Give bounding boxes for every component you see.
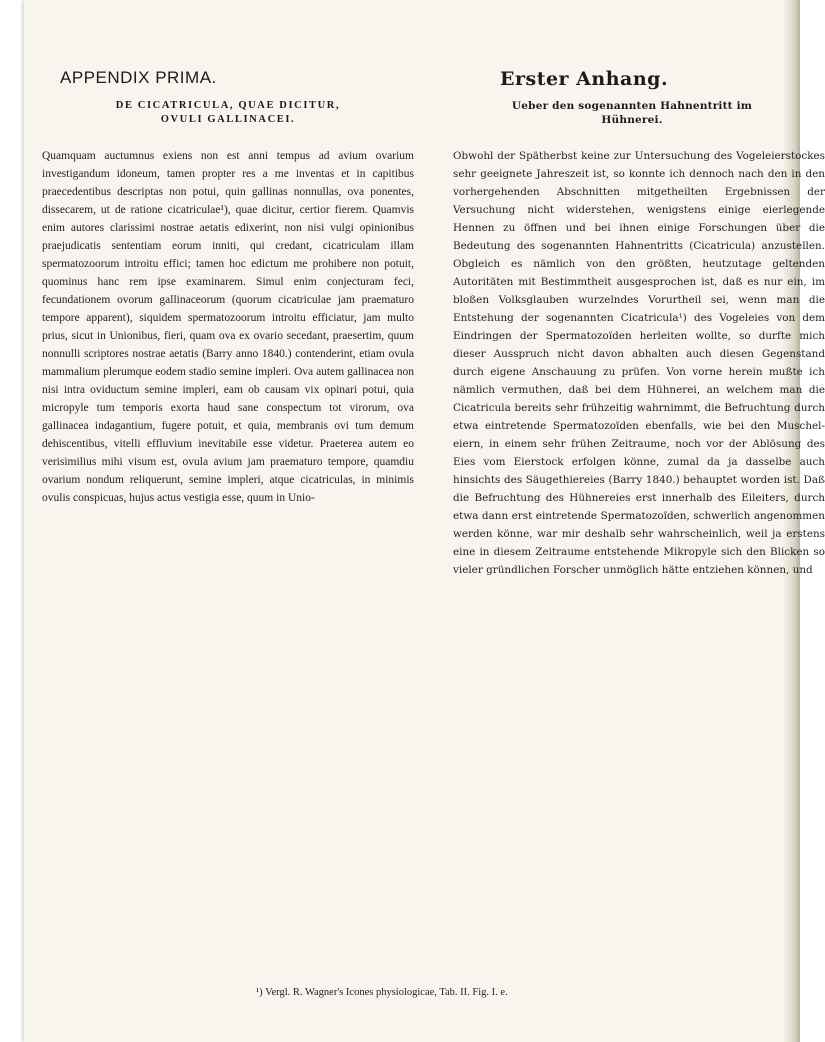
running-header-german: Erster Anhang. (500, 68, 669, 90)
running-header-latin: APPENDIX PRIMA. (60, 68, 217, 87)
latin-title-line-2: OVULI GALLINACEI. (160, 114, 296, 125)
footnote: ¹) Vergl. R. Wagner's Icones physiologicae, Tab. II. Fig. I. e. (256, 987, 508, 998)
german-title-line-1: Ueber den sogenannten Hahnentritt im (511, 100, 753, 112)
german-title-block (446, 99, 818, 127)
latin-title-line-1: DE CICATRICULA, QUAE DICITUR, (115, 100, 341, 111)
latin-body-text: Quamquam auctumnus exiens non est anni tempus ad avium ovarium investigandum idoneum, tamen propter res a me inventas et in capitibus praecedentibus descriptas non potui, quin gallinas nonnullas, ova ponentes, dissecarem, ut de ratione cicatriculae¹), quae dicitur, certior fierem. Quamvis enim autores clarissimi nostrae aetatis edixerint, non nisi vulgi opinionibus praejudicatis sententiam eorum inniti, qui credant, cicatriculam illam spermatozoorum introitu effici; tamen hoc edictum me prohibere non potuit, quominus hanc rem ipse examinarem. Simul enim conjecturam feci, fecundationem ovorum gallinaceorum (quorum cicatriculae jam praematuro tempore apparent), siquidem spermatozoorum introitu efficiatur, jam multo prius, sicut in Unionibus, fieri, quam ova ex ovario secedant, praesertim, quum nonnulli scriptores nostrae aetatis (Barry anno 1840.) contenderint, etiam ovula mammalium plerumque eodem stadio semine impleri. Ova autem gallinacea non nisi intra oviductum semine impleri, eam ob causam vix opinari potui, quia micropyle tum temporis exorta haud sane conspectum tot virorum, ova gallinacea indagantium, fugere potuit, et quia, membranis ovi tum demum dehiscentibus, vitelli effluvium inevitabile esse videtur. Praeterea autem eo verisimilius mihi visum est, ovula avium jam praematuro tempore, quamdiu ovarium nondum reliquerunt, semine impleri, atque cicatriculas, in minimis ovulis conspicuas, hujus actus vestigia esse, quum in Unio- (42, 150, 414, 504)
german-title-line-2: Hühnerei. (601, 114, 663, 126)
german-body-text: Obwohl der Spätherbst keine zur Untersuchung des Vogeleierstockes sehr geeignete Jahreszeit ist, so konnte ich dennoch nach den in den vorhergehenden Abschnitten mitgetheilten Ergebnissen der Versuchung nicht widerstehen, wenigstens einige eierlegende Hennen zu öffnen und bei ihnen einige Forschungen über die Bedeutung des sogenannten Hahnentritts (Cicatricula) anzustellen. Obgleich es nämlich von den größten, heutzutage geltenden Autoritäten mit Bestimmtheit ausgesprochen ist, daß es nur ein, im bloßen Volksglauben wurzelndes Vorurtheil sei, wenn man die Entstehung der sogenannten Cicatricula¹) des Vogeleies von dem Eindringen der Spermatozoïden herleiten wollte, so durfte mich dieser Ausspruch nicht davon abhalten auch diesen Gegenstand durch eigene Anschauung zu prüfen. Von vorne herein mußte ich nämlich vermuthen, daß bei dem Hühnerei, an welchem man die Cicatricula bereits sehr frühzeitig wahrnimmt, die Befruchtung durch etwa eintretende Spermatozoïden ebenfalls, wie bei den Muscheleiern, in einem sehr frühen Zeitraume, noch vor der Ablösung des Eies vom Eierstock erfolgen könne, zumal da ja dasselbe auch hinsichts des Säugethiereies (Barry 1840.) behauptet worden ist. Daß die Befruchtung des Hühnereies erst innerhalb des Eileiters, durch etwa dann erst eintretende Spermatozoïden, schwerlich angenommen werden könne, war mir deshalb sehr wahrscheinlich, weil ja erstens eine in diesem Zeitraume entstehende Mikropyle sich den Blicken so vieler gründlichen Forscher unmöglich hätte entziehen können, und (453, 150, 825, 576)
latin-title-block (42, 99, 414, 127)
